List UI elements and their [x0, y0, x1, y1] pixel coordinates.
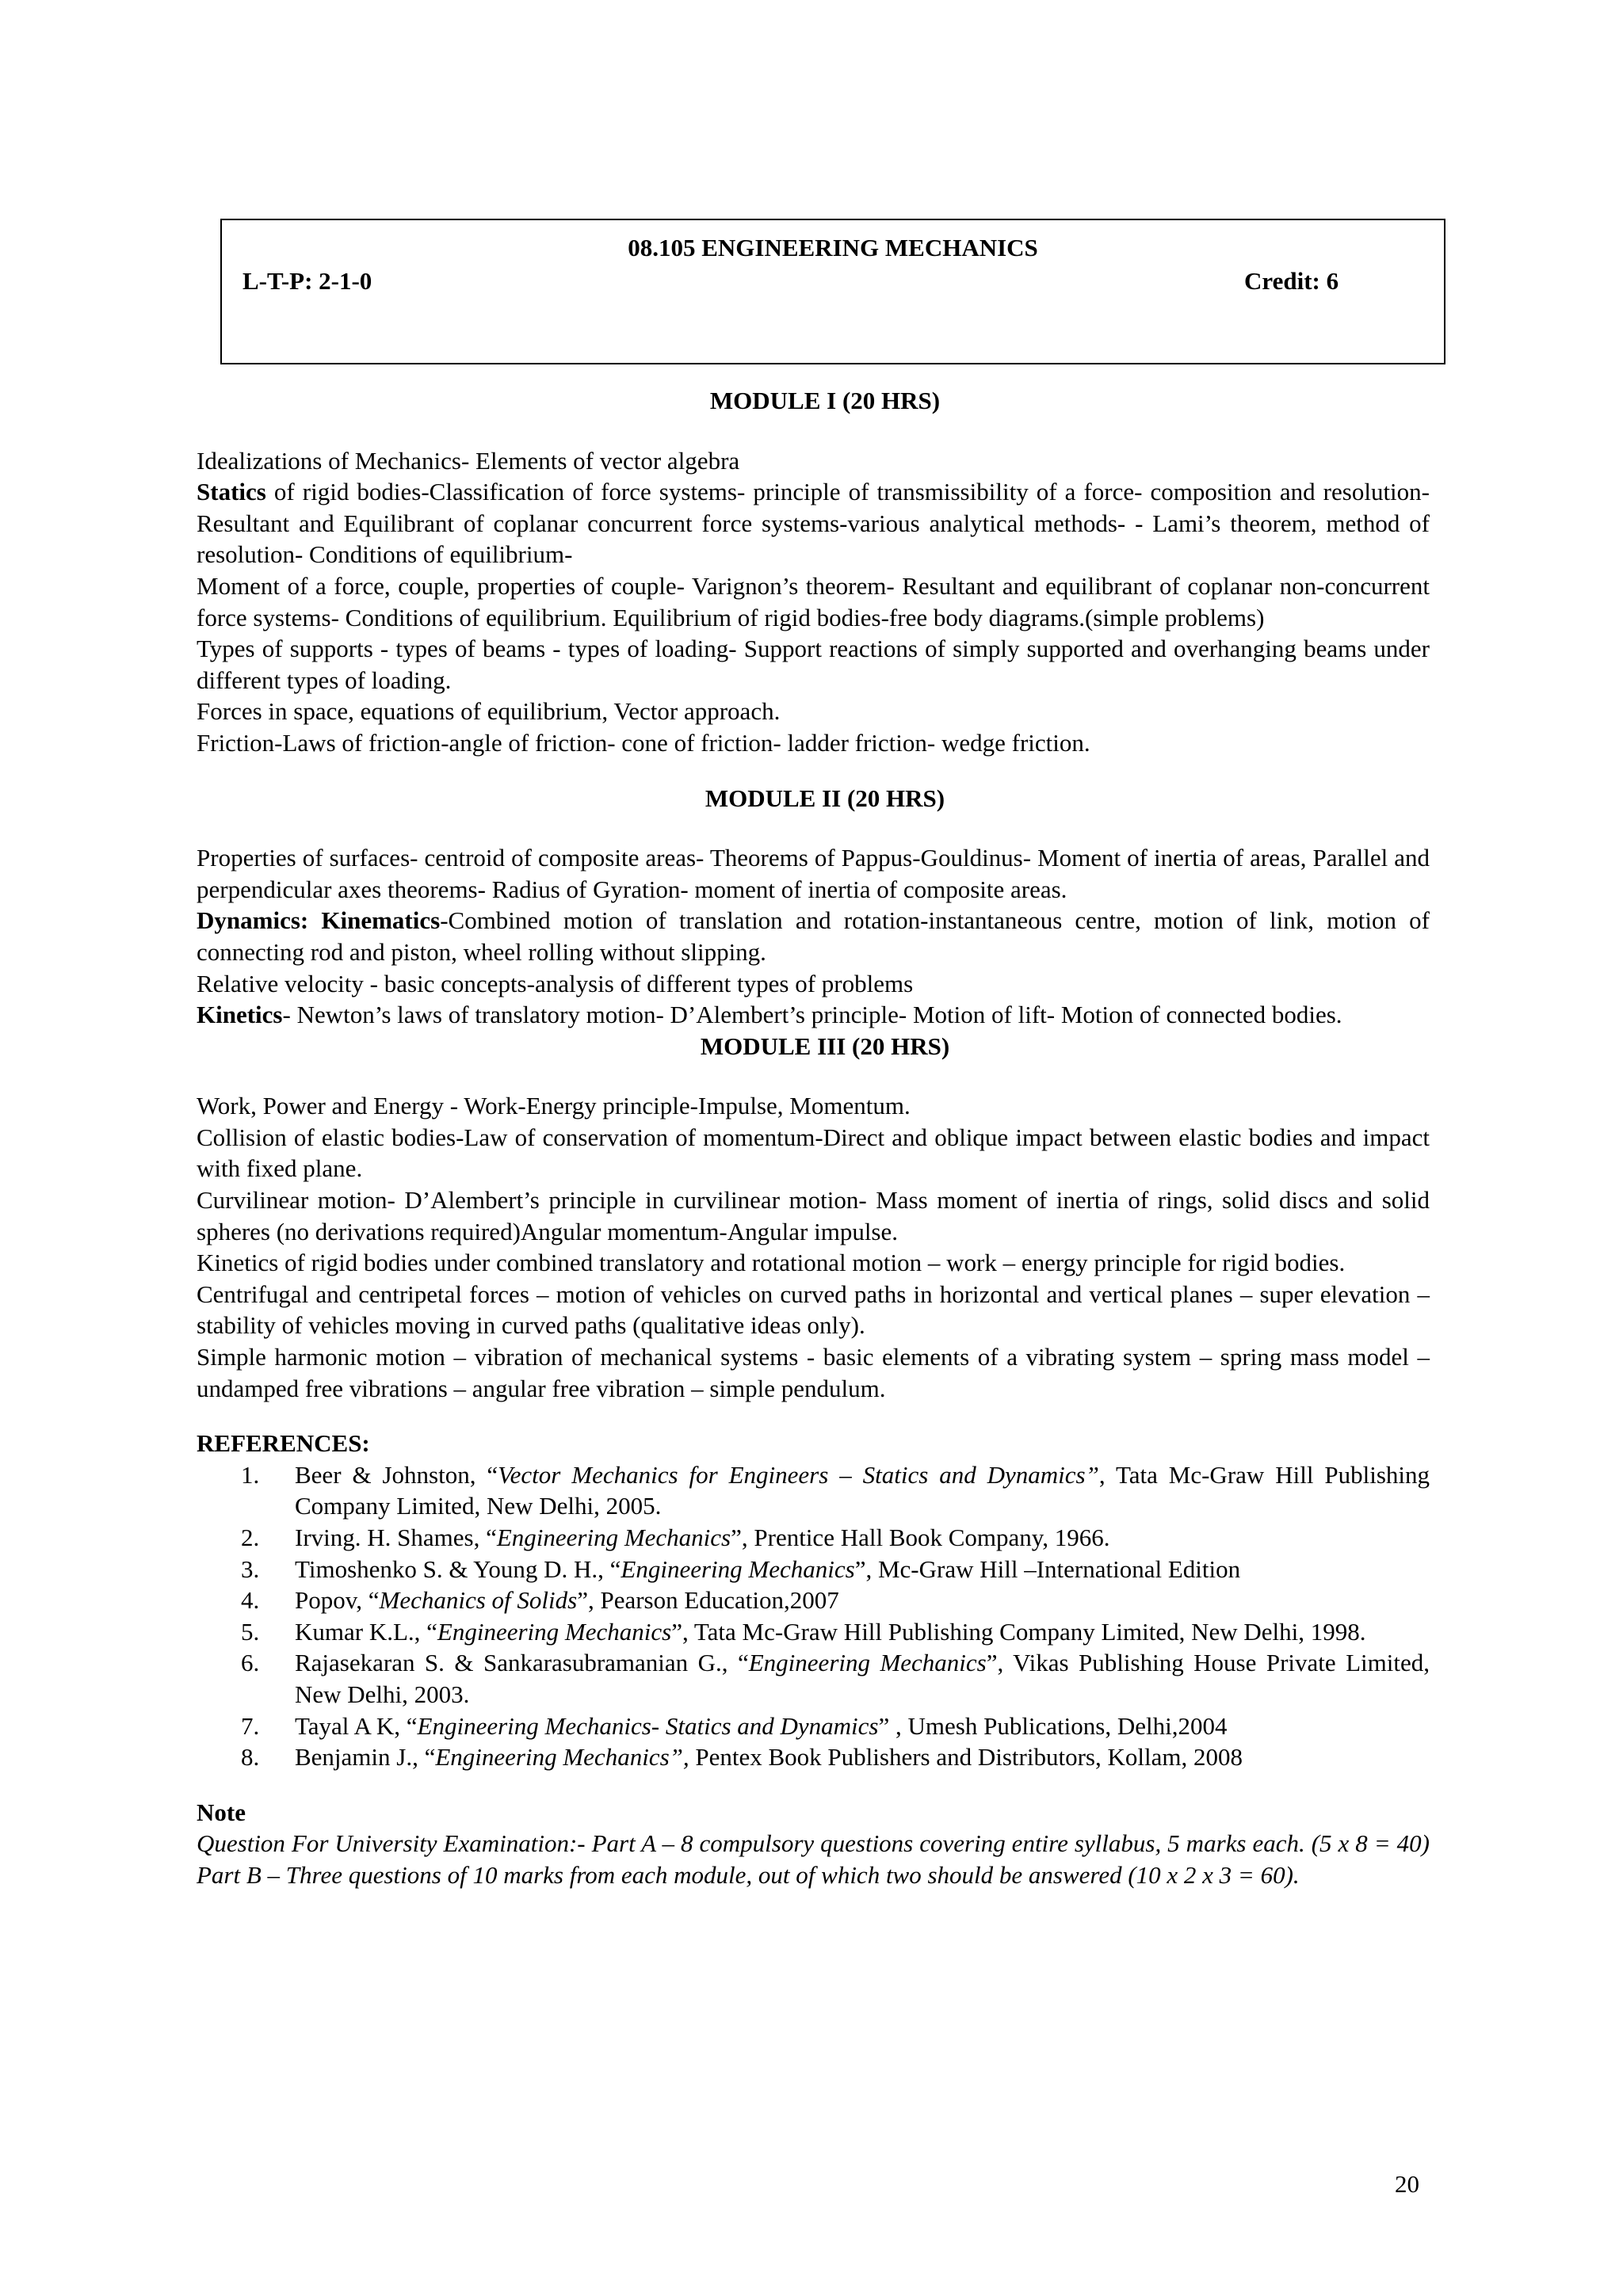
reference-title: Engineering Mechanics [437, 1617, 672, 1646]
reference-item [197, 1647, 1430, 1710]
reference-publisher: , Tata Mc-Graw Hill Publishing Company Limited, New Delhi, 2005. [295, 1460, 1430, 1520]
reference-publisher: ”, Vikas Publishing House Private Limited, New Delhi, 2003. [295, 1649, 1430, 1708]
statics-label: Statics [197, 478, 266, 506]
reference-title: Engineering Mechanics”, [435, 1743, 689, 1772]
reference-item [197, 1522, 1430, 1554]
module-1-paragraph: Moment of a force, couple, properties of couple- Varignon’s theorem- Resultant and equilibrant of coplanar non-concurrent force systems- Conditions of equilibrium. Equilibrium of rigid bodies-free body diagrams.(simple problems) [197, 571, 1430, 631]
reference-publisher: ”, Prentice Hall Book Company, 1966. [731, 1524, 1110, 1551]
reference-author: Timoshenko S. & Young D. H., “ [295, 1554, 621, 1583]
module-2-paragraph [197, 905, 1430, 967]
reference-author: Beer & Johnston, “ [295, 1460, 498, 1489]
module-1-paragraph: Forces in space, equations of equilibrium, Vector approach. [197, 697, 781, 726]
reference-publisher: ”, Tata Mc-Graw Hill Publishing Company Limited, New Delhi, 1998. [671, 1617, 1366, 1646]
references-heading: REFERENCES: [197, 1429, 370, 1458]
module-2-paragraph: Relative velocity - basic concepts-analysis of different types of problems [197, 969, 914, 997]
syllabus-content [197, 385, 1430, 1891]
reference-number: 4. [241, 1586, 260, 1615]
module-3-paragraph: Collision of elastic bodies-Law of conservation of momentum-Direct and oblique impact between elastic bodies and impact with fixed plane. [197, 1123, 1430, 1183]
module-3-paragraph: Work, Power and Energy - Work-Energy principle-Impulse, Momentum. [197, 1092, 911, 1120]
reference-publisher: Pentex Book Publishers and Distributors, Kollam, 2008 [689, 1743, 1243, 1772]
module-1-paragraph: Idealizations of Mechanics- Elements of vector algebra [197, 446, 740, 475]
module-1-paragraph: Friction-Laws of friction-angle of friction- cone of friction- ladder friction- wedge friction. [197, 728, 1090, 757]
course-title: 08.105 ENGINEERING MECHANICS [628, 234, 1038, 261]
credit-label: Credit: 6 [1244, 267, 1339, 295]
reference-item [197, 1711, 1430, 1742]
module-2-heading: MODULE II (20 HRS) [705, 784, 945, 812]
kinetics-label: Kinetics [197, 1001, 283, 1029]
reference-author: Rajasekaran S. & Sankarasubramanian G., “ [295, 1649, 749, 1677]
reference-author: Irving. H. Shames, “ [295, 1524, 497, 1551]
module-1-text: of rigid bodies-Classification of force systems- principle of transmissibility of a force- composition and resolution- Resultant and Equilibrant of coplanar concurrent force systems-various analytical methods- - Lami’s theorem, method of resolution- Conditions of equilibrium- [197, 478, 1430, 569]
note-heading: Note [197, 1798, 246, 1826]
reference-item [197, 1554, 1430, 1585]
reference-item [197, 1616, 1430, 1648]
module-1-paragraph: Types of supports - types of beams - types of loading- Support reactions of simply supported and overhanging beams under different types of loading. [197, 635, 1430, 694]
reference-title: Vector Mechanics for Engineers – Statics and Dynamics” [498, 1460, 1099, 1489]
reference-author: Tayal A K, “ [295, 1711, 418, 1740]
reference-number: 6. [241, 1649, 260, 1677]
module-2-text: - Newton’s laws of translatory motion- D’Alembert’s principle- Motion of lift- Motion of connected bodies. [282, 1001, 1342, 1029]
module-3-paragraph: Kinetics of rigid bodies under combined translatory and rotational motion – work – energy principle for rigid bodies. [197, 1249, 1346, 1277]
reference-number: 8. [241, 1743, 260, 1772]
reference-title: Engineering Mechanics [496, 1524, 731, 1551]
reference-author: Benjamin J., “ [295, 1743, 436, 1772]
reference-author: Kumar K.L., “ [295, 1617, 437, 1646]
module-2-paragraph [197, 999, 1430, 1031]
reference-number: 1. [241, 1460, 260, 1489]
reference-item [197, 1741, 1430, 1773]
reference-number: 7. [241, 1711, 260, 1740]
ltp-label: L-T-P: 2-1-0 [242, 267, 372, 295]
reference-title: Engineering Mechanics [621, 1554, 855, 1583]
reference-number: 5. [241, 1617, 260, 1646]
module-3-paragraph: Simple harmonic motion – vibration of mechanical systems - basic elements of a vibrating system – spring mass model – undamped free vibrations – angular free vibration – simple pendulum. [197, 1343, 1430, 1402]
reference-number: 3. [241, 1554, 260, 1583]
module-1-heading: MODULE I (20 HRS) [709, 387, 941, 414]
reference-title: Engineering Mechanics- Statics and Dynamics [417, 1711, 879, 1740]
module-1-paragraph [197, 476, 1430, 570]
module-3-paragraph: Centrifugal and centripetal forces – motion of vehicles on curved paths in horizontal and vertical planes – super elevation – stability of vehicles moving in curved paths (qualitative ideas only). [197, 1280, 1430, 1340]
dynamics-kinematics-label: Dynamics: Kinematics [197, 906, 441, 935]
reference-title: Engineering Mechanics [748, 1649, 987, 1677]
reference-publisher: ”, Mc-Graw Hill –International Edition [854, 1554, 1241, 1583]
module-2-paragraph: Properties of surfaces- centroid of composite areas- Theorems of Pappus-Gouldinus- Moment of inertia of areas, Parallel and perpendicular axes theorems- Radius of Gyration- moment of inertia of composite areas. [197, 844, 1430, 903]
reference-item [197, 1585, 1430, 1616]
reference-author: Popov, “ [295, 1586, 380, 1615]
page-number: 20 [1395, 2170, 1419, 2198]
reference-publisher: ” , Umesh Publications, Delhi,2004 [878, 1711, 1228, 1740]
reference-number: 2. [241, 1524, 260, 1551]
reference-title: Mechanics of Solids [379, 1586, 578, 1615]
note-text: Question For University Examination:- Part A – 8 compulsory questions covering entire syllabus, 5 marks each. (5 x 8 = 40) Part B – Three questions of 10 marks from each module, out of which two should be answered (10 x 2 x 3 = 60). [197, 1829, 1430, 1889]
module-3-heading: MODULE III (20 HRS) [700, 1032, 950, 1060]
course-header-box [220, 219, 1445, 364]
reference-publisher: ”, Pearson Education,2007 [577, 1586, 839, 1615]
module-3-paragraph: Curvilinear motion- D’Alembert’s principle in curvilinear motion- Mass moment of inertia of rings, solid discs and solid spheres (no derivations required)Angular momentum-Angular impulse. [197, 1186, 1430, 1245]
references-list [197, 1459, 1430, 1773]
module-2-text: -Combined motion of translation and rotation-instantaneous centre, motion of link, motion of connecting rod and piston, wheel rolling without slipping. [197, 906, 1430, 966]
reference-item [197, 1459, 1430, 1522]
